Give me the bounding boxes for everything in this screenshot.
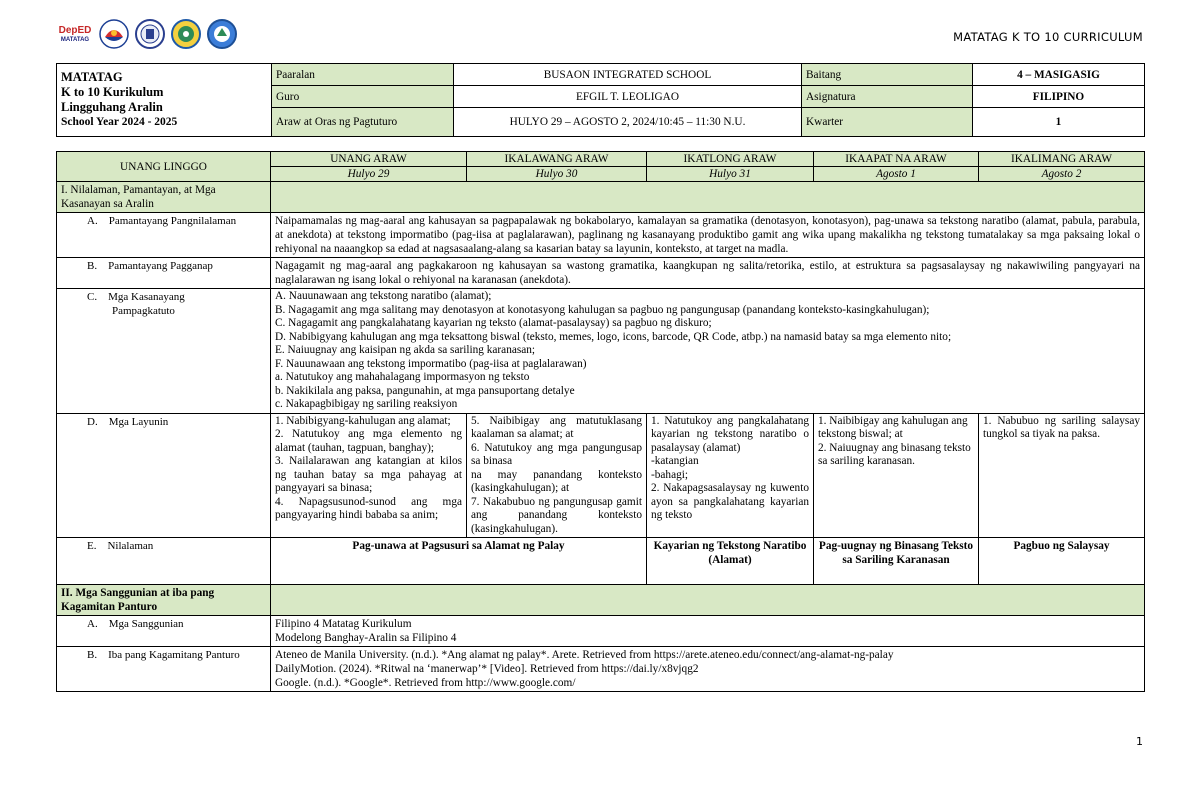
layunin-day5: 1. Nabubuo ng sariling salaysay tungkol sa tiyak na paksa. [979, 413, 1145, 538]
kagamitan-item: DailyMotion. (2024). *Ritwal na ‘manerwap’* [Video]. Retrieved from https://dai.ly/x8vjqg2 [275, 663, 699, 675]
kagamitan-item: Ateneo de Manila University. (n.d.). *Ang alamat ng palay*. Arete. Retrieved from https://arete.ateneo.edu/connect/ang-alamat-ng-palay [275, 649, 894, 661]
row-label-kagamitan [57, 647, 271, 692]
row-letter: D. [87, 415, 98, 428]
row-label: Pamantayang Pangnilalaman [108, 215, 237, 227]
sanggunian-list [271, 616, 1145, 647]
sanggunian-item: Filipino 4 Matatag Kurikulum [275, 618, 412, 630]
row-label: Iba pang Kagamitang Panturo [108, 649, 240, 661]
kasanayan-item: F. Nauunawaan ang tekstong impormatibo (pag-iisa at paglalarawan) [275, 357, 587, 370]
kwarter-value: 1 [973, 108, 1145, 137]
kagamitan-list [271, 647, 1145, 692]
araw-value: HULYO 29 – AGOSTO 2, 2024/10:45 – 11:30 N.U. [454, 108, 802, 137]
day-header: IKALIMANG ARAW [979, 152, 1145, 167]
nilalaman-day5: Pagbuo ng Salaysay [979, 538, 1145, 585]
nilalaman-day4: Pag-uugnay ng Binasang Teksto sa Sariling Karanasan [814, 538, 979, 585]
kasanayan-item: b. Nakikilala ang paksa, pangunahin, at mga pansuportang detalye [275, 384, 575, 397]
sanggunian-item: Modelong Banghay-Aralin sa Filipino 4 [275, 632, 457, 644]
section-heading: II. Mga Sanggunian at iba pang Kagamitan Panturo [57, 585, 271, 616]
row-label-sanggunian [57, 616, 271, 647]
title-line: Lingguhang Aralin [61, 100, 163, 114]
asignatura-value: FILIPINO [973, 86, 1145, 108]
row-letter: E. [87, 540, 97, 552]
layunin-day4: 1. Naibibigay ang kahulugan ang tekstong biswal; at 2. Naiuugnay ang binasang teksto sa sariling karanasan. [814, 413, 979, 538]
section-fill [271, 182, 1145, 213]
week-label: UNANG LINGGO [57, 152, 271, 182]
day-date: Hulyo 29 [271, 167, 467, 182]
day-date: Agosto 2 [979, 167, 1145, 182]
araw-label: Araw at Oras ng Pagtuturo [272, 108, 454, 137]
kasanayan-item: B. Nagagamit ang mga salitang may denotasyon at konotasyong kahulugan sa pagbuo ng pangungusap (panandang konteksto-kasingkahulugan); [275, 303, 930, 316]
deped-logo [57, 18, 93, 50]
row-label-c [57, 289, 271, 414]
row-label: Mga Kasanayang [108, 291, 185, 303]
day-date: Hulyo 31 [647, 167, 814, 182]
day-date: Agosto 1 [814, 167, 979, 182]
lesson-plan-title [57, 64, 272, 137]
baitang-label: Baitang [802, 64, 973, 86]
row-label: Mga Layunin [108, 415, 169, 428]
kasanayan-item: c. Nakapagbibigay ng sariling reaksiyon [275, 398, 458, 410]
baitang-value: 4 – MASIGASIG [973, 64, 1145, 86]
row-letter: B. [87, 260, 98, 272]
row-label: Mga Sanggunian [108, 618, 184, 630]
row-letter: C. [87, 291, 98, 303]
row-letter: A. [87, 618, 98, 630]
layunin-day2: 5. Naibibigay ang matutuklasang kaalaman sa alamat; at 6. Natutukoy ang mga pangungusap sa binasa na may panandang konteksto (kasingkahulugan); at 7. Nakabubuo ng pangungusap gamit ang panandang konteksto (kasingkahulugan). [467, 413, 647, 538]
row-label-d [57, 413, 271, 538]
paaralan-label: Paaralan [272, 64, 454, 86]
day-date: Hulyo 30 [467, 167, 647, 182]
kasanayan-item: E. Naiuugnay ang kaisipan ng akda sa sariling karanasan; [275, 344, 536, 356]
title-line: School Year 2024 - 2025 [61, 116, 178, 128]
kwarter-label: Kwarter [802, 108, 973, 137]
guro-label: Guro [272, 86, 454, 108]
deped-seal-logo [135, 19, 165, 49]
division-seal-logo [207, 19, 237, 49]
kagamitan-item: Google. (n.d.). *Google*. Retrieved from http://www.google.com/ [275, 677, 576, 689]
guro-value: EFGIL T. LEOLIGAO [454, 86, 802, 108]
deped-logo-text: DepED [58, 24, 92, 36]
row-label: Nilalaman [107, 540, 154, 552]
section-heading: I. Nilalaman, Pamantayan, at Mga Kasanayan sa Aralin [57, 182, 271, 213]
day-header: IKALAWANG ARAW [467, 152, 647, 167]
row-label: Pamantayang Pagganap [108, 260, 213, 272]
matatag-logo-text: MATATAG [60, 36, 90, 43]
header-logos [57, 16, 237, 52]
row-letter: A. [87, 215, 98, 227]
title-line: MATATAG [61, 70, 123, 84]
day-header: IKAAPAT NA ARAW [814, 152, 979, 167]
info-table [56, 63, 1145, 137]
paaralan-value: BUSAON INTEGRATED SCHOOL [454, 64, 802, 86]
kasanayan-item: C. Nagagamit ang pangkalahatang kayarian ng teksto (alamat-pasalaysay) sa pagbuo ng diskuro; [275, 317, 712, 329]
row-label: Pampagkatuto [112, 305, 175, 317]
kasanayan-item: A. Nauunawaan ang tekstong naratibo (alamat); [275, 290, 492, 302]
pamantayang-pangnilalaman-text: Naipamamalas ng mag-aaral ang kahusayan sa pagpapalawak ng bokabolaryo, kamalayan sa gramatika (denotasyon, konotasyon), pag-unawa sa tekstong naratibo (alamat, pabula, parabula, at anekdota) at tekstong impormatibo (pag-iisa at paglalarawan), paglinang ng kasanayang produktibo gamit ang wika upang makalikha ng tekstong tumatalakay sa mga paksaing lokal o rehiyonal na naaangkop sa edad at nagsasaalang-alang sa kasarian batay sa layunin, konteksto, at target na madla. [271, 213, 1145, 258]
bagong-pilipinas-logo [99, 19, 129, 49]
nilalaman-day12: Pag-unawa at Pagsusuri sa Alamat ng Palay [271, 538, 647, 585]
kasanayan-item: a. Natutukoy ang mahahalagang impormasyon ng teksto [275, 371, 530, 383]
day-header: IKATLONG ARAW [647, 152, 814, 167]
row-label-b [57, 258, 271, 289]
title-line: K to 10 Kurikulum [61, 85, 164, 99]
asignatura-label: Asignatura [802, 86, 973, 108]
row-letter: B. [87, 649, 98, 661]
region-seal-logo [171, 19, 201, 49]
page-number: 1 [1136, 735, 1143, 748]
layunin-day1: 1. Nabibigyang-kahulugan ang alamat; 2. Natutukoy ang mga elemento ng alamat (tauhan, tagpuan, banghay); 3. Nailalarawan ang katangian at kilos ng tauhan batay sa mga pahayag at pangyayari sa binasa; 4. Napagsusunod-sunod ang mga pangyayaring hindi bababa sa anim; [271, 413, 467, 538]
kasanayan-list [271, 289, 1145, 414]
kasanayan-item: D. Nabibigyang kahulugan ang mga teksattong biswal (teksto, memes, logo, icons, barcode, QR Code, atbp.) na namasid batay sa mga elemento nito; [275, 330, 952, 343]
lesson-table [56, 151, 1145, 692]
row-label-e [57, 538, 271, 585]
row-label-a [57, 213, 271, 258]
pamantayang-pagganap-text: Nagagamit ng mag-aaral ang pagkakaroon ng kahusayan sa wastong gramatika, kaangkupan ng salita/retorika, estilo, at estruktura sa pagsasalaysay ng nakawiwiling pangyayari na naglalarawan ng isang lokal o rehiyonal na karanasan (anekdota). [271, 258, 1145, 289]
curriculum-header: MATATAG K TO 10 CURRICULUM [953, 30, 1143, 44]
section-fill [271, 585, 1145, 616]
day-header: UNANG ARAW [271, 152, 467, 167]
layunin-day3: 1. Natutukoy ang pangkalahatang kayarian ng tekstong naratibo o pasalaysay (alamat) -katangian -bahagi; 2. Nakapagsasalaysay ng kuwento ayon sa pangkalahatang kayarian ng teksto [647, 413, 814, 538]
nilalaman-day3: Kayarian ng Tekstong Naratibo (Alamat) [647, 538, 814, 585]
